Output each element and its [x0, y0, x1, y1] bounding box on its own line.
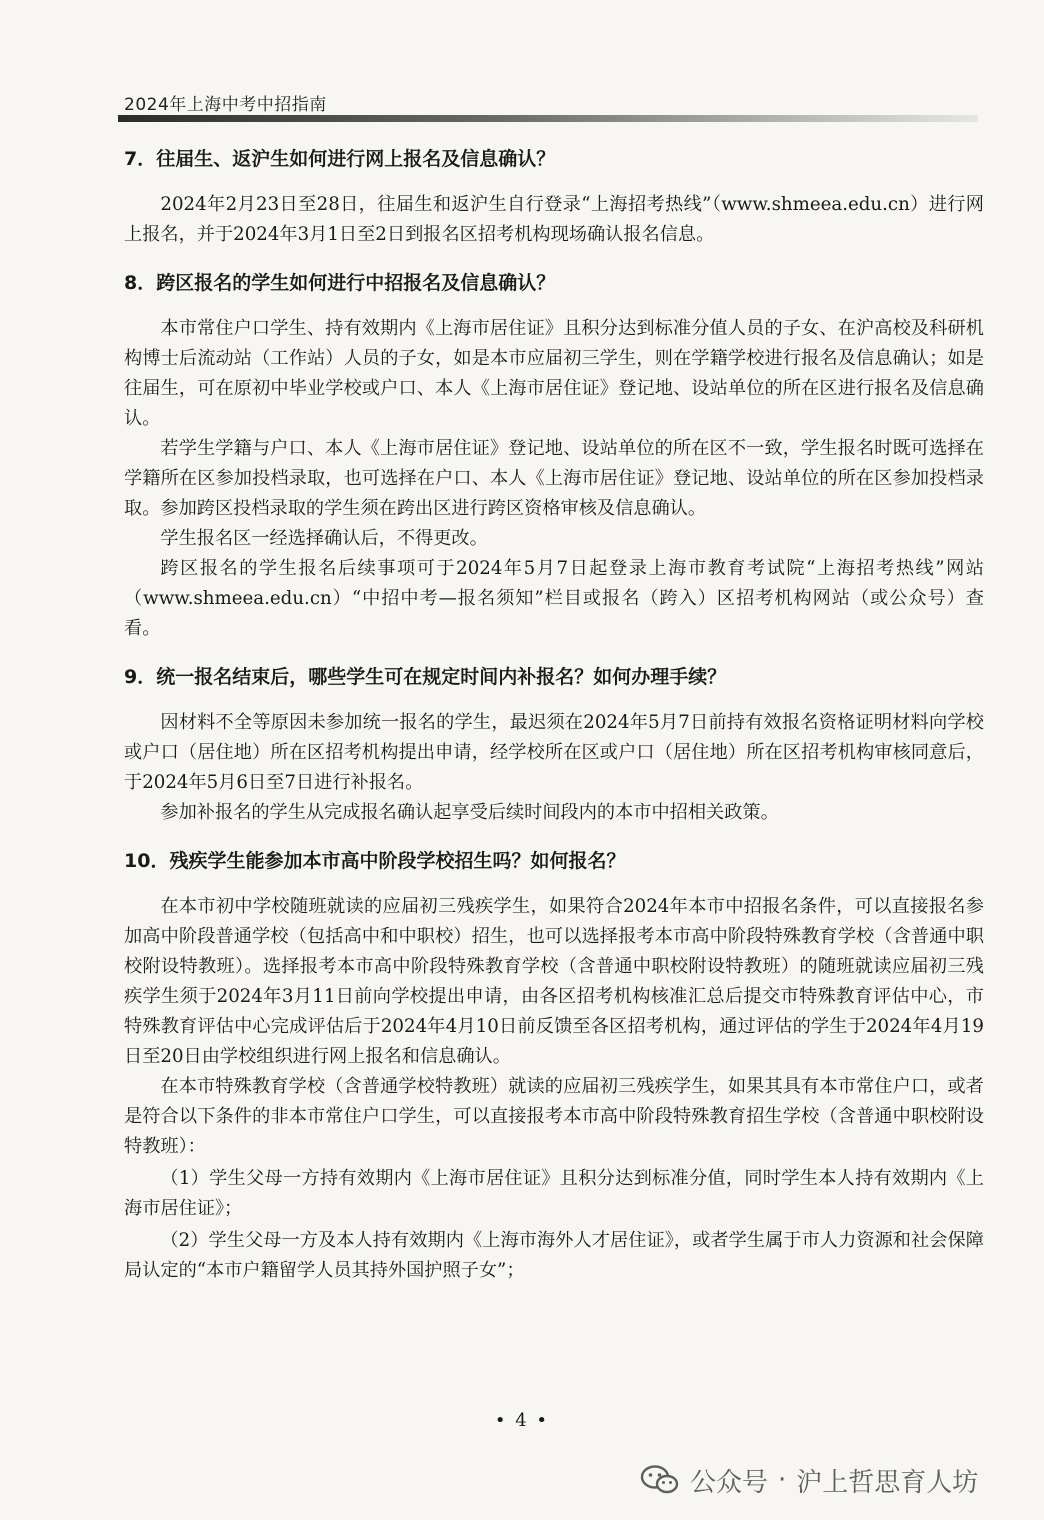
wechat-account-watermark [640, 1460, 978, 1500]
answer-9-paragraph-2: 参加补报名的学生从完成报名确认起享受后续时间段内的本市中招相关政策。 [160, 802, 779, 823]
answer-10-paragraph-2: 在本市特殊教育学校（含普通学校特教班）就读的应届初三残疾学生，如果其具有本市常住户口，或者是符合以下条件的非本市常住户口学生，可以直接报考本市高中阶段特殊教育招生学校（含普通中职校附设特教班）： [124, 1076, 984, 1157]
header-rule [118, 115, 978, 122]
question-9-heading: 9．统一报名结束后，哪些学生可在规定时间内补报名？如何办理手续？ [124, 666, 727, 688]
answer-10-item-2: （2）学生父母一方及本人持有效期内《上海市海外人才居住证》，或者学生属于市人力资源和社会保障局认定的“本市户籍留学人员其持外国护照子女”； [124, 1230, 984, 1281]
answer-10-paragraph-1: 在本市初中学校随班就读的应届初三残疾学生，如果符合2024年本市中招报名条件，可以直接报名参加高中阶段普通学校（包括高中和中职校）招生，也可以选择报考本市高中阶段特殊教育学校（含普通中职校附设特教班）。选择报考本市高中阶段特殊教育学校（含普通中职校附设特教班）的随班就读应届初三残疾学生须于2024年3月11日前向学校提出申请，由各区招考机构核准汇总后提交市特殊教育评估中心，市特殊教育评估中心完成评估后于2024年4月10日前反馈至各区招考机构，通过评估的学生于2024年4月19日至20日由学校组织进行网上报名和信息确认。 [124, 896, 984, 1067]
answer-10-item-1: （1）学生父母一方持有效期内《上海市居住证》且积分达到标准分值，同时学生本人持有效期内《上海市居住证》； [124, 1168, 984, 1219]
wechat-icon [640, 1464, 680, 1496]
question-10-heading: 10．残疾学生能参加本市高中阶段学校招生吗？如何报名？ [124, 850, 626, 872]
watermark-prefix: 公众号 [690, 1467, 769, 1498]
answer-8-paragraph-3: 学生报名区一经选择确认后，不得更改。 [160, 528, 488, 549]
answer-8-paragraph-1: 本市常住户口学生、持有效期内《上海市居住证》且积分达到标准分值人员的子女、在沪高校及科研机构博士后流动站（工作站）人员的子女，如是本市应届初三学生，则在学籍学校进行报名及信息确认；如是往届生，可在原初中毕业学校或户口、本人《上海市居住证》登记地、设站单位的所在区进行报名及信息确认。 [124, 318, 984, 429]
answer-9-paragraph-1: 因材料不全等原因未参加统一报名的学生，最迟须在2024年5月7日前持有效报名资格证明材料向学校或户口（居住地）所在区招考机构提出申请，经学校所在区或户口（居住地）所在区招考机构审核同意后，于2024年5月6日至7日进行补报名。 [124, 712, 984, 793]
page-content [124, 140, 984, 1286]
running-header: 2024年上海中考中招指南 [124, 95, 327, 115]
answer-8-paragraph-2: 若学生学籍与户口、本人《上海市居住证》登记地、设站单位的所在区不一致，学生报名时既可选择在学籍所在区参加投档录取，也可选择在户口、本人《上海市居住证》登记地、设站单位的所在区参加投档录取。参加跨区投档录取的学生须在跨出区进行跨区资格审核及信息确认。 [124, 438, 984, 519]
question-8-heading: 8．跨区报名的学生如何进行中招报名及信息确认？ [124, 272, 556, 294]
question-7-heading: 7．往届生、返沪生如何进行网上报名及信息确认？ [124, 148, 556, 170]
watermark-separator: · [778, 1465, 787, 1495]
watermark-account-name: 沪上哲思育人坊 [796, 1467, 979, 1498]
answer-8-paragraph-4: 跨区报名的学生报名后续事项可于2024年5月7日起登录上海市教育考试院“上海招考热线”网站（www.shmeea.edu.cn）“中招中考—报名须知”栏目或报名（跨入）区招考机构网站（或公众号）查看。 [124, 558, 984, 639]
page-number: • 4 • [494, 1410, 550, 1431]
answer-7-paragraph-1: 2024年2月23日至28日，往届生和返沪生自行登录“上海招考热线”（www.shmeea.edu.cn）进行网上报名，并于2024年3月1日至2日到报名区招考机构现场确认报名信息。 [124, 194, 984, 245]
